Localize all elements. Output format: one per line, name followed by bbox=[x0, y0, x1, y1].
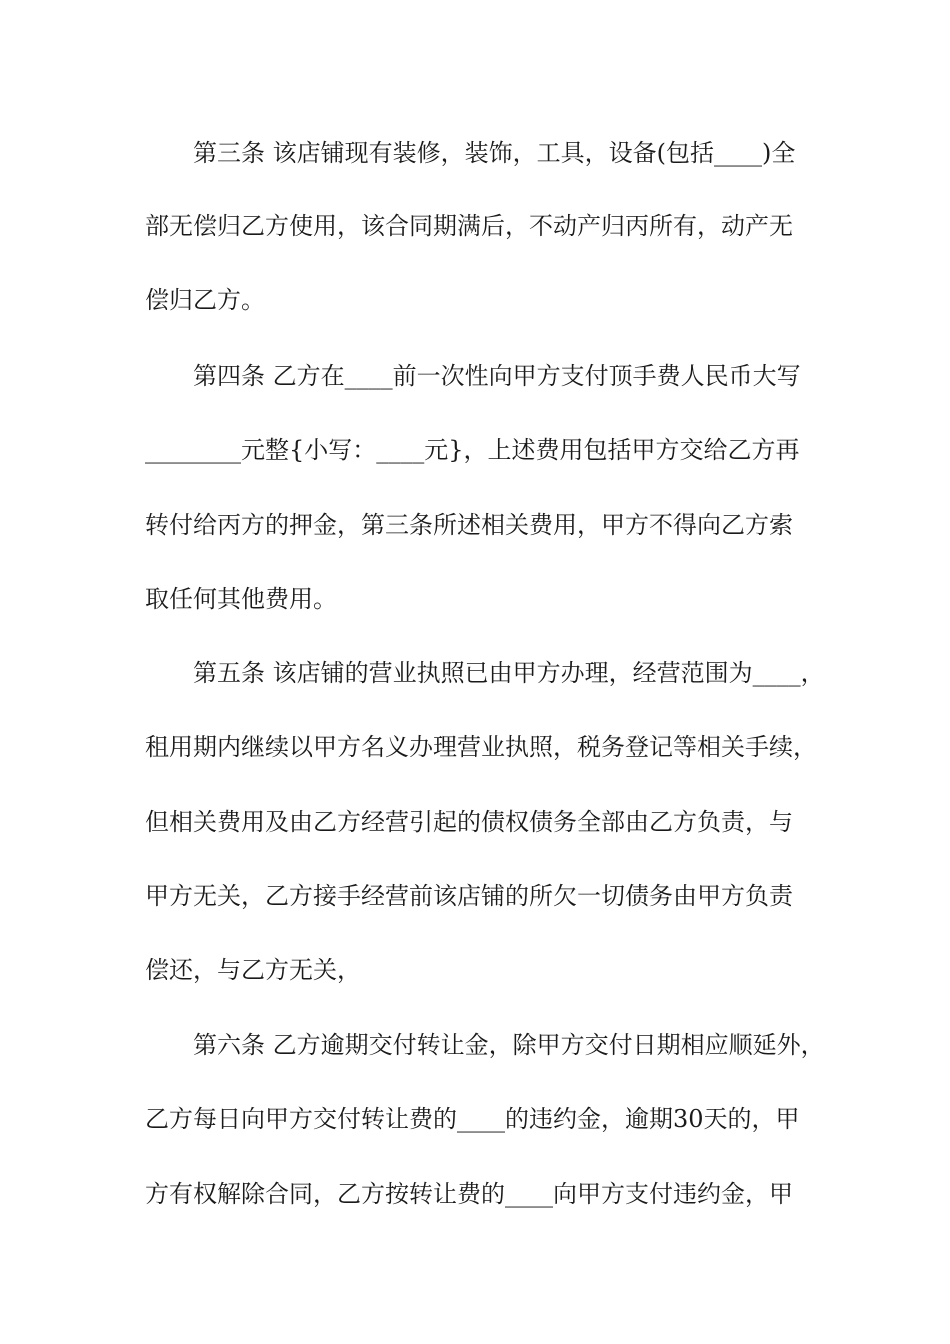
article-6-line-2: 乙方每日向甲方交付转让费的____的违约金，逾期30天的，甲 bbox=[145, 1105, 800, 1133]
article-3-line-1: 第三条 该店铺现有装修，装饰，工具，设备(包括____)全 bbox=[193, 139, 796, 167]
article-5-line-5: 偿还，与乙方无关， bbox=[145, 956, 361, 984]
article-6-line-1: 第六条 乙方逾期交付转让金，除甲方交付日期相应顺延外， bbox=[193, 1031, 825, 1059]
article-5-line-2: 租用期内继续以甲方名义办理营业执照，税务登记等相关手续， bbox=[145, 733, 817, 761]
article-4-line-3: 转付给丙方的押金，第三条所述相关费用，甲方不得向乙方索 bbox=[145, 511, 793, 539]
article-5-line-1: 第五条 该店铺的营业执照已由甲方办理，经营范围为____， bbox=[193, 659, 825, 687]
article-4-line-2: ________元整{小写：____元}，上述费用包括甲方交给乙方再 bbox=[145, 436, 800, 464]
article-5-line-4: 甲方无关，乙方接手经营前该店铺的所欠一切债务由甲方负责 bbox=[145, 882, 793, 910]
article-3-line-2: 部无偿归乙方使用，该合同期满后，不动产归丙所有，动产无 bbox=[145, 212, 793, 240]
article-6-line-3: 方有权解除合同，乙方按转让费的____向甲方支付违约金，甲 bbox=[145, 1180, 793, 1208]
article-4-line-4: 取任何其他费用。 bbox=[145, 585, 337, 613]
article-4-line-1: 第四条 乙方在____前一次性向甲方支付顶手费人民币大写 bbox=[193, 362, 801, 390]
article-5-line-3: 但相关费用及由乙方经营引起的债权债务全部由乙方负责，与 bbox=[145, 808, 793, 836]
article-3-line-3: 偿归乙方。 bbox=[145, 286, 265, 314]
